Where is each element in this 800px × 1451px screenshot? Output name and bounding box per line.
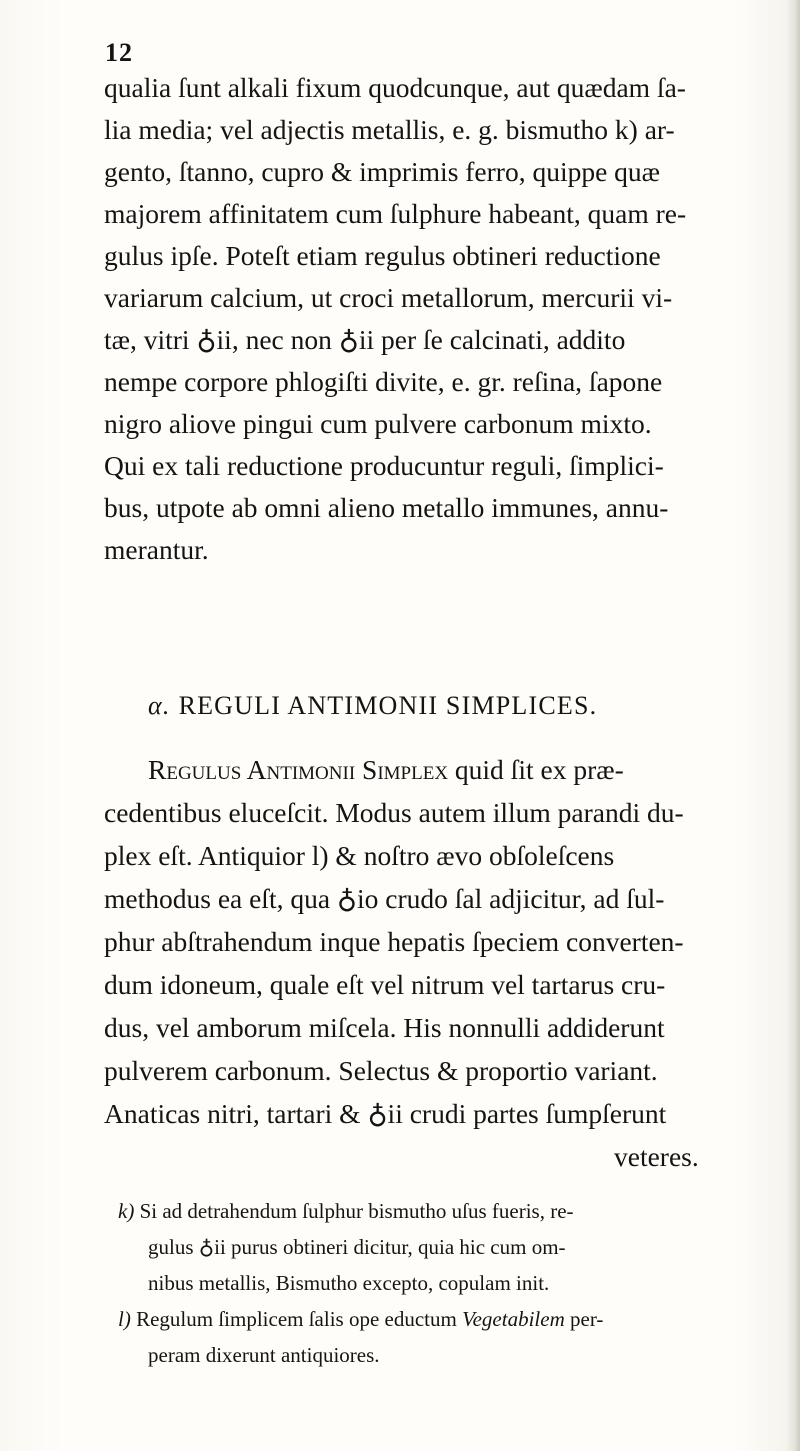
text-line: nigro aliove pingui cum pulvere carbonum mixto. (104, 408, 652, 439)
footnote-line: peram dixerunt antiquiores. (148, 1343, 380, 1367)
lead-small-caps: Regulus Antimonii Simplex (148, 754, 449, 785)
footnote-line: nibus metallis, Bismutho excepto, copulam init. (148, 1271, 550, 1295)
text-line: tæ, vitri ♁ii, nec non ♁ii per ſe calcinati, addito (104, 324, 626, 355)
text-line: Anaticas nitri, tartari & ♁ii crudi partes ſumpſerunt (104, 1098, 667, 1129)
text-line (148, 752, 624, 788)
footnote-text: per- (564, 1307, 604, 1331)
text-line: variarum calcium, ut croci metallorum, mercurii vi- (104, 282, 673, 313)
text-line: gento, ſtanno, cupro & imprimis ferro, quippe quæ (104, 156, 661, 187)
section-heading (148, 688, 597, 724)
text-line: dum idoneum, quale eſt vel nitrum vel tartarus cru- (104, 969, 666, 1000)
footnote-k (118, 1196, 574, 1227)
page-edge-shadow (786, 0, 800, 1451)
text-segment: quid ſit ex præ- (448, 754, 624, 785)
text-line: bus, utpote ab omni alieno metallo immunes, annu- (104, 492, 669, 523)
text-line: majorem affinitatem cum ſulphure habeant, quam re- (104, 198, 687, 229)
text-line: phur abſtrahendum inque hepatis ſpeciem converten- (104, 926, 684, 957)
text-line: qualia ſunt alkali fixum quodcunque, aut quædam ſa- (104, 72, 686, 103)
section-title: REGULI ANTIMONII SIMPLICES. (178, 691, 598, 720)
footnote-text: Si ad detrahendum ſulphur bismutho uſus fueris, re- (139, 1199, 574, 1223)
text-line: methodus ea eſt, qua ♁io crudo ſal adjicitur, ad ſul- (104, 883, 665, 914)
section-marker: α. (148, 691, 171, 720)
footnote-marker: l) (118, 1307, 131, 1331)
text-line: lia media; vel adjectis metallis, e. g. bismutho k) ar- (104, 114, 675, 145)
text-line: merantur. (104, 534, 209, 565)
footnote-marker: k) (118, 1199, 135, 1223)
text-line: dus, vel amborum miſcela. His nonnulli addiderunt (104, 1012, 665, 1043)
footnote-l (118, 1304, 603, 1335)
footnote-line: gulus ♁ii purus obtineri dicitur, quia hic cum om- (148, 1235, 566, 1259)
text-line: nempe corpore phlogiſti divite, e. gr. reſina, ſapone (104, 366, 663, 397)
text-line: plex eſt. Antiquior l) & noſtro ævo obſoleſcens (104, 840, 615, 871)
text-line: cedentibus eluceſcit. Modus autem illum parandi du- (104, 797, 684, 828)
footnote-text: Regulum ſimplicem ſalis ope eductum (136, 1307, 463, 1331)
footnote-italic-term: Vegetabilem (462, 1307, 565, 1331)
text-line: veteres. (614, 1141, 699, 1172)
text-line: gulus ipſe. Poteſt etiam regulus obtineri reductione (104, 240, 661, 271)
page-number: 12 (105, 38, 133, 67)
text-line: Qui ex tali reductione producuntur reguli, ſimplici- (104, 450, 664, 481)
text-line: pulverem carbonum. Selectus & proportio variant. (104, 1055, 658, 1086)
